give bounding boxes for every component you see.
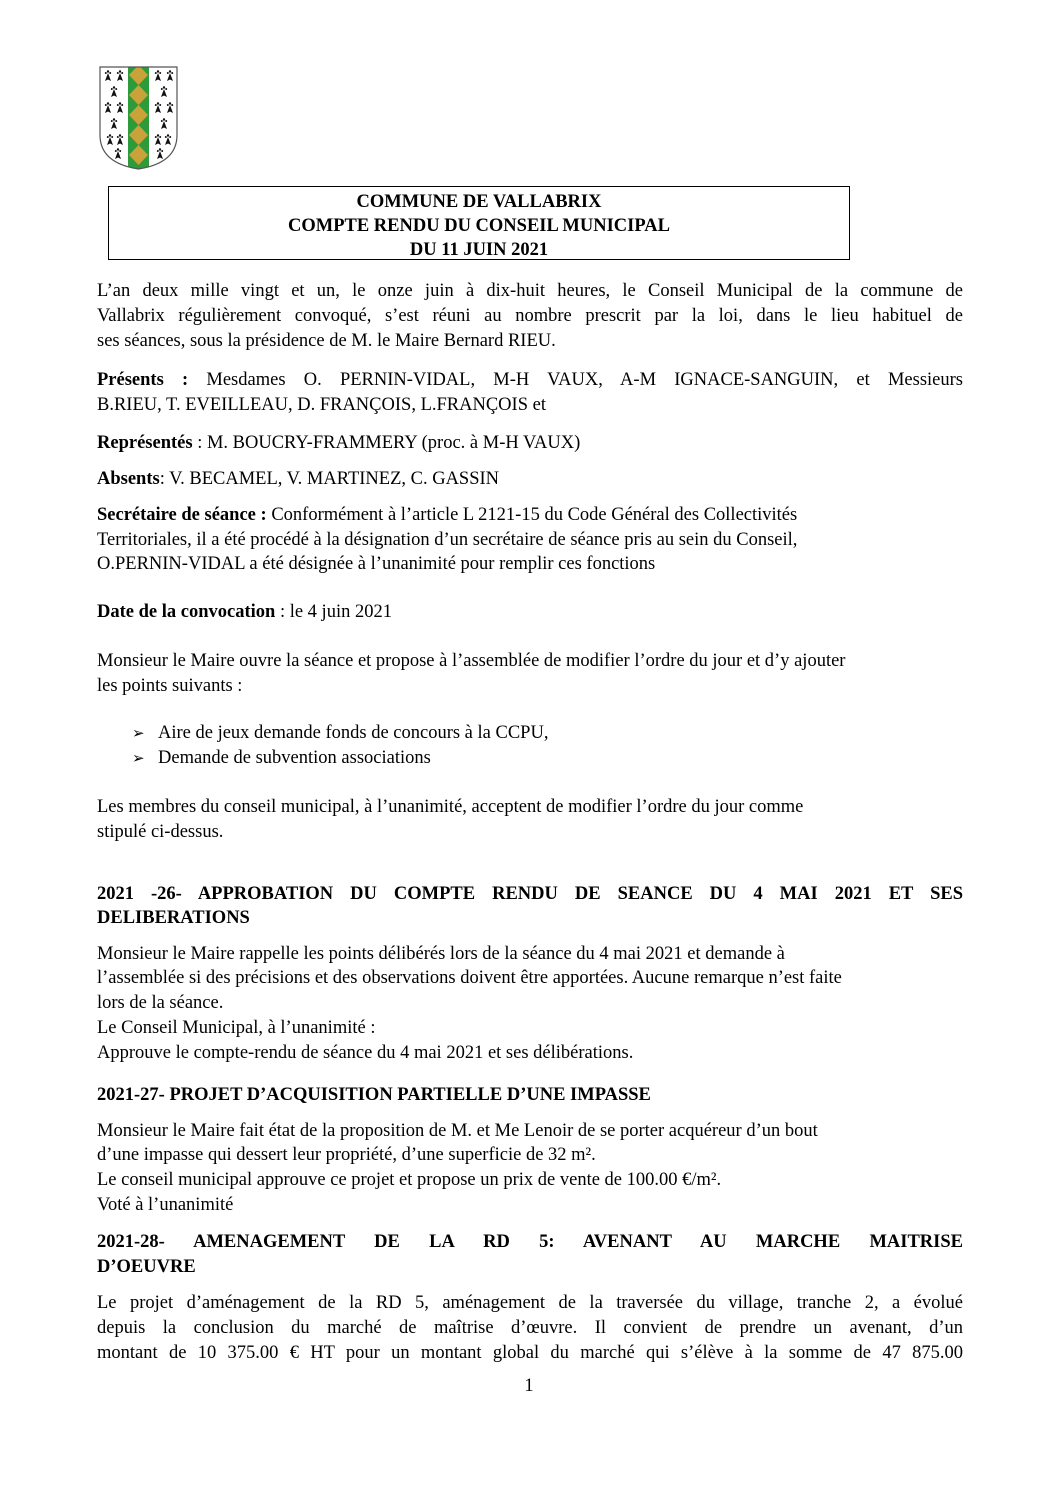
absents-label: Absents bbox=[97, 469, 160, 489]
secretary-label: Secrétaire de séance : bbox=[97, 505, 267, 525]
intro-line: L’an deux mille vingt et un, le onze juin à dix-huit heures, le Conseil Municipal de la commune de bbox=[97, 281, 963, 301]
agenda-accept-line: stipulé ci-dessus. bbox=[97, 822, 224, 842]
arrow-bullet-icon: ➢ bbox=[132, 749, 145, 767]
secretary-line-3: O.PERNIN-VIDAL a été désignée à l’unanimité pour remplir ces fonctions bbox=[97, 554, 656, 574]
title-compte-rendu: COMPTE RENDU DU CONSEIL MUNICIPAL bbox=[287, 216, 670, 236]
secretary-text: Conformément à l’article L 2121-15 du Code Général des Collectivités bbox=[266, 505, 798, 525]
represented-line bbox=[97, 431, 963, 456]
intro-line: Vallabrix régulièrement convoqué, s’est réuni au nombre prescrit par la loi, dans le lieu habituel de bbox=[97, 306, 963, 326]
presents-label: Présents : bbox=[97, 370, 189, 390]
section-heading: D’OEUVRE bbox=[97, 1257, 196, 1277]
section-heading: DELIBERATIONS bbox=[97, 908, 250, 928]
represented-text: : M. BOUCRY-FRAMMERY (proc. à M-H VAUX) bbox=[192, 433, 581, 453]
section-text: Le projet d’aménagement de la RD 5, aménagement de la traversée du village, tranche 2, a évolué bbox=[97, 1293, 963, 1313]
section-text: Monsieur le Maire fait état de la proposition de M. et Me Lenoir de se porter acquéreur d’un bout bbox=[97, 1121, 818, 1141]
section-text: Voté à l’unanimité bbox=[97, 1195, 234, 1215]
coat-of-arms-icon bbox=[96, 63, 181, 171]
secretary-line bbox=[97, 503, 963, 528]
absents-text: : V. BECAMEL, V. MARTINEZ, C. GASSIN bbox=[159, 469, 500, 489]
list-item bbox=[132, 721, 548, 745]
convocation-line bbox=[97, 600, 963, 625]
section-heading: 2021-27- PROJET D’ACQUISITION PARTIELLE D’UNE IMPASSE bbox=[97, 1085, 651, 1105]
section-text: l’assemblée si des précisions et des observations doivent être apportées. Aucune remarque n’est faite bbox=[97, 968, 842, 988]
section-heading: 2021-28- AMENAGEMENT DE LA RD 5: AVENANT AU MARCHE MAITRISE bbox=[97, 1232, 963, 1252]
arrow-bullet-icon: ➢ bbox=[132, 724, 145, 742]
presents-line bbox=[97, 368, 963, 393]
page-number: 1 bbox=[524, 1376, 534, 1396]
section-text: lors de la séance. bbox=[97, 993, 224, 1013]
convocation-text: : le 4 juin 2021 bbox=[275, 602, 392, 622]
document-title-box bbox=[108, 186, 850, 260]
convocation-label: Date de la convocation bbox=[97, 602, 276, 622]
secretary-line-2: Territoriales, il a été procédé à la désignation d’un secrétaire de séance pris au sein du Conseil, bbox=[97, 530, 798, 550]
section-text: depuis la conclusion du marché de maîtrise d’œuvre. Il convient de prendre un avenant, d’un bbox=[97, 1318, 963, 1338]
absents-line bbox=[97, 467, 963, 492]
intro-line: ses séances, sous la présidence de M. le Maire Bernard RIEU. bbox=[97, 331, 556, 351]
agenda-line: les points suivants : bbox=[97, 676, 243, 696]
section-text: Le conseil municipal approuve ce projet et propose un prix de vente de 100.00 €/m². bbox=[97, 1170, 722, 1190]
section-text: Le Conseil Municipal, à l’unanimité : bbox=[97, 1018, 376, 1038]
agenda-line: Monsieur le Maire ouvre la séance et propose à l’assemblée de modifier l’ordre du jour et d’y ajouter bbox=[97, 651, 846, 671]
section-text: montant de 10 375.00 € HT pour un montant global du marché qui s’élève à la somme de 47 875.00 bbox=[97, 1343, 963, 1363]
section-heading: 2021 -26- APPROBATION DU COMPTE RENDU DE SEANCE DU 4 MAI 2021 ET SES bbox=[97, 884, 963, 904]
list-item-text: Demande de subvention associations bbox=[158, 748, 431, 768]
agenda-accept-line: Les membres du conseil municipal, à l’unanimité, acceptent de modifier l’ordre du jour comme bbox=[97, 797, 804, 817]
section-text: Monsieur le Maire rappelle les points délibérés lors de la séance du 4 mai 2021 et demande à bbox=[97, 944, 785, 964]
title-date: DU 11 JUIN 2021 bbox=[409, 240, 549, 260]
presents-line-2: B.RIEU, T. EVEILLEAU, D. FRANÇOIS, L.FRANÇOIS et bbox=[97, 395, 546, 415]
list-item bbox=[132, 746, 431, 770]
presents-text: Mesdames O. PERNIN-VIDAL, M-H VAUX, A-M IGNACE-SANGUIN, et Messieurs bbox=[188, 370, 963, 390]
title-commune: COMMUNE DE VALLABRIX bbox=[356, 192, 602, 212]
list-item-text: Aire de jeux demande fonds de concours à la CCPU, bbox=[158, 723, 549, 743]
section-text: Approuve le compte-rendu de séance du 4 mai 2021 et ses délibérations. bbox=[97, 1043, 634, 1063]
section-text: d’une impasse qui dessert leur propriété, d’une superficie de 32 m². bbox=[97, 1145, 596, 1165]
represented-label: Représentés bbox=[97, 433, 193, 453]
